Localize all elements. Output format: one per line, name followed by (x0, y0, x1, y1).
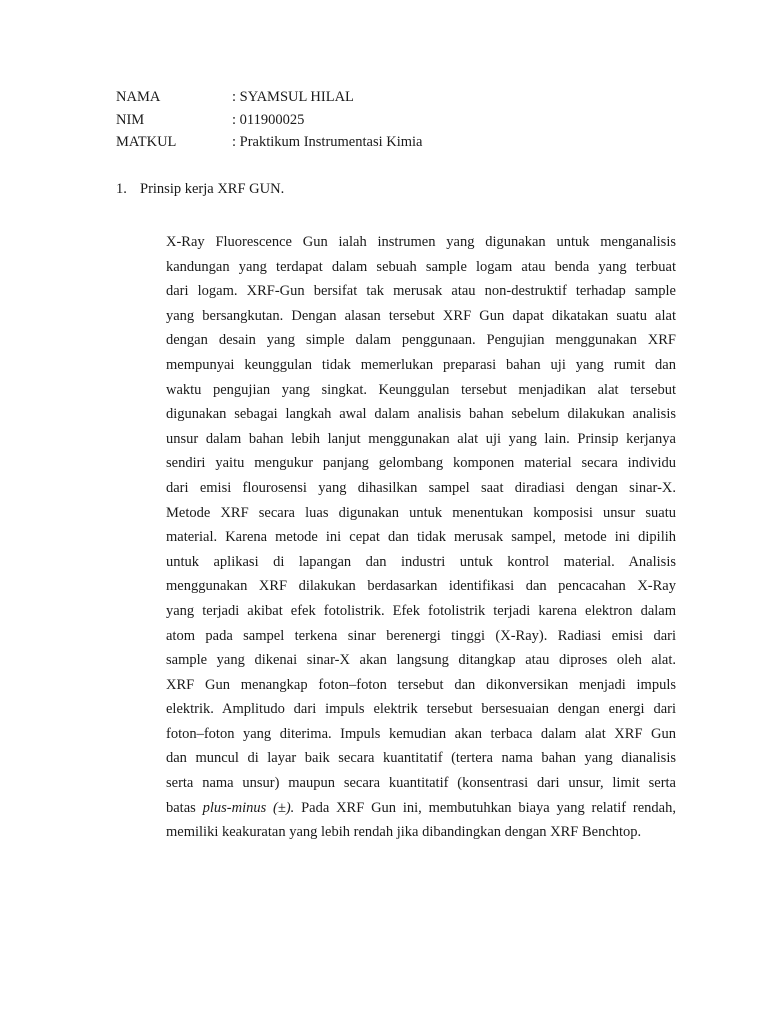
italic-term: plus-minus (±). (202, 799, 295, 816)
header-label: NAMA (116, 89, 161, 105)
paragraph-line: menggunakan XRF dilakukan berdasarkan identifikasi dan pencacahan X-Ray (166, 578, 676, 595)
paragraph-line: sample yang dikenai sinar-X akan langsung ditangkap atau diproses oleh alat. (166, 652, 676, 669)
header-value: : SYAMSUL HILAL (232, 89, 354, 105)
paragraph-line: XRF Gun menangkap foton–foton tersebut dan dikonversikan menjadi impuls (166, 676, 676, 693)
student-info-header (116, 86, 423, 154)
header-row-nama (116, 86, 423, 109)
paragraph-line: kandungan yang terdapat dalam sebuah sample logam atau benda yang terbuat (166, 258, 676, 275)
paragraph-line: serta nama unsur) maupun secara kuantitatif (konsentrasi dari unsur, limit serta (166, 775, 676, 792)
paragraph-line: dan muncul di layar baik secara kuantitatif (tertera nama bahan yang dianalisis (166, 750, 676, 767)
paragraph-line: unsur dalam bahan lebih lanjut menggunakan alat uji yang lain. Prinsip kerjanya (166, 430, 676, 447)
paragraph-line: atom pada sampel terkena sinar berenergi tinggi (X-Ray). Radiasi emisi dari (166, 627, 676, 644)
header-row-matkul (116, 131, 423, 154)
paragraph-line: yang terjadi akibat efek fotolistrik. Efek fotolistrik terjadi karena elektron dalam (166, 602, 676, 619)
paragraph-line: dengan desain yang simple dalam penggunaan. Pengujian menggunakan XRF (166, 332, 676, 349)
paragraph-line: dari logam. XRF-Gun bersifat tak merusak atau non-destruktif terhadap sample (166, 283, 676, 300)
section-heading (116, 178, 284, 200)
section-title: Prinsip kerja XRF GUN. (140, 181, 285, 197)
paragraph-line: foton–foton yang diterima. Impuls kemudian akan terbaca dalam alat XRF Gun (166, 725, 676, 742)
paragraph-line: material. Karena metode ini cepat dan tidak merusak sampel, metode ini dipilih (166, 529, 676, 546)
paragraph-line: digunakan sebagai langkah awal dalam analisis bahan sebelum dilakukan analisis (166, 406, 676, 423)
paragraph-line: Metode XRF secara luas digunakan untuk menentukan komposisi unsur suatu (166, 504, 676, 521)
paragraph-line: memiliki keakuratan yang lebih rendah jika dibandingkan dengan XRF Benchtop. (166, 824, 642, 841)
paragraph-line: yang bersangkutan. Dengan alasan tersebut XRF Gun dapat dikatakan suatu alat (166, 307, 676, 324)
header-label: NIM (116, 111, 145, 128)
paragraph-line: elektrik. Amplitudo dari impuls elektrik tersebut bersesuaian dengan energi dari (166, 701, 676, 718)
paragraph-line: batas plus-minus (±). Pada XRF Gun ini, membutuhkan biaya yang relatif rendah, (166, 799, 676, 816)
paragraph-line: dari emisi flourosensi yang dihasilkan sampel saat diradiasi dengan sinar-X. (166, 479, 676, 496)
body-paragraph (166, 230, 676, 845)
paragraph-line: sendiri yaitu mengukur panjang gelombang komponen material secara individu (166, 455, 676, 472)
paragraph-line: waktu pengujian yang singkat. Keunggulan tersebut menjadikan alat tersebut (166, 381, 676, 398)
header-value: : 011900025 (232, 111, 305, 128)
header-row-nim (116, 109, 423, 132)
section-number: 1. (116, 181, 127, 197)
header-value: : Praktikum Instrumentasi Kimia (232, 134, 423, 150)
header-label: MATKUL (116, 134, 177, 150)
paragraph-line: X-Ray Fluorescence Gun ialah instrumen yang digunakan untuk menganalisis (166, 234, 676, 250)
paragraph-line: mempunyai keunggulan tidak memerlukan preparasi bahan uji yang rumit dan (166, 356, 676, 373)
paragraph-line: untuk aplikasi di lapangan dan industri untuk kontrol material. Analisis (166, 553, 676, 570)
